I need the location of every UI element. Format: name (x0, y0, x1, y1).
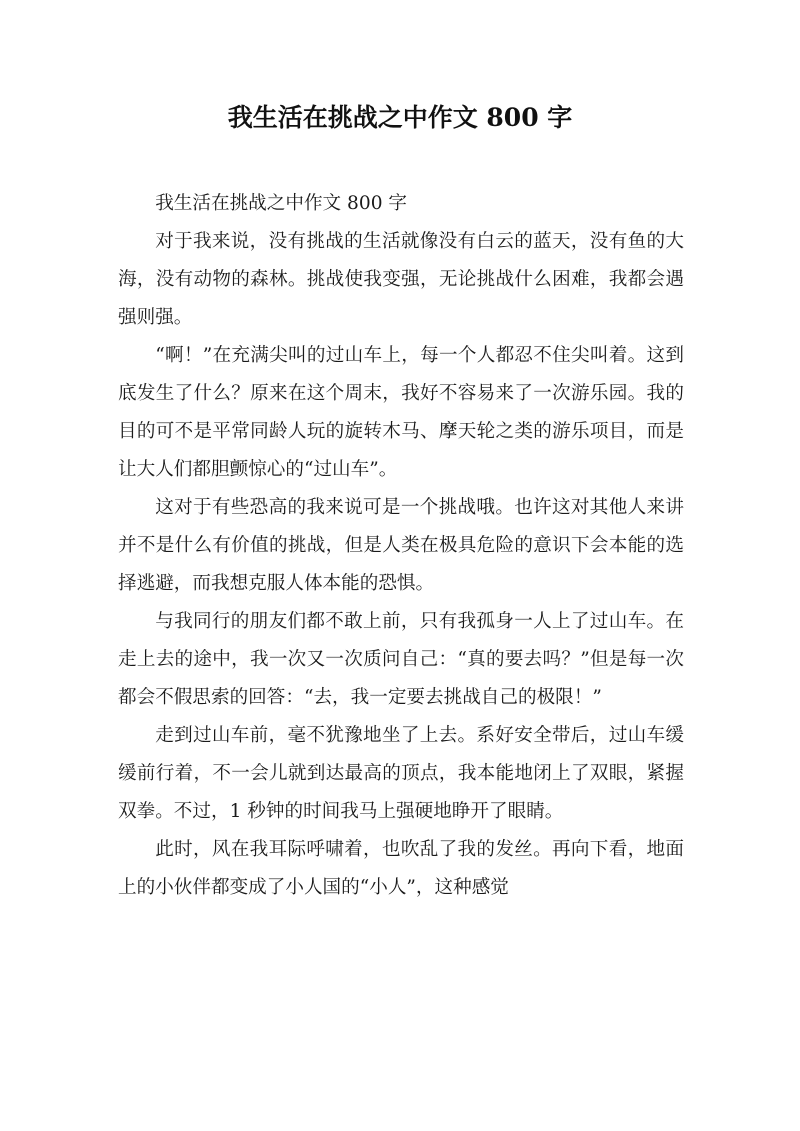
paragraph: 与我同行的朋友们都不敢上前，只有我孤身一人上了过山车。在走上去的途中，我一次又一次质问自己：“真的要去吗？”但是每一次都会不假思索的回答：“去，我一定要去挑战自己的极限！” (118, 611, 684, 708)
paragraph: 这对于有些恐高的我来说可是一个挑战哦。也许这对其他人来讲并不是什么有价值的挑战，但是人类在极具危险的意识下会本能的选择逃避，而我想克服人体本能的恐惧。 (118, 497, 684, 594)
paragraph: 走到过山车前，毫不犹豫地坐了上去。系好安全带后，过山车缓缓前行着，不一会儿就到达最高的顶点，我本能地闭上了双眼，紧握双拳。不过，1 秒钟的时间我马上强硬地睁开了眼睛。 (118, 725, 684, 822)
document-title: 我生活在挑战之中作文 800 字 (227, 103, 573, 132)
paragraph: 此时，风在我耳际呼啸着，也吹乱了我的发丝。再向下看，地面上的小伙伴都变成了小人国的“小人”，这种感觉 (118, 839, 684, 898)
paragraph: “啊！”在充满尖叫的过山车上，每一个人都忍不住尖叫着。这到底发生了什么？原来在这个周末，我好不容易来了一次游乐园。我的目的可不是平常同龄人玩的旋转木马、摩天轮之类的游乐项目，而是让大人们都胆颤惊心的“过山车”。 (118, 345, 684, 480)
document-body (118, 185, 684, 907)
paragraph-subtitle: 我生活在挑战之中作文 800 字 (155, 193, 408, 214)
paragraph: 对于我来说，没有挑战的生活就像没有白云的蓝天，没有鱼的大海，没有动物的森林。挑战使我变强，无论挑战什么困难，我都会遇强则强。 (118, 231, 684, 328)
